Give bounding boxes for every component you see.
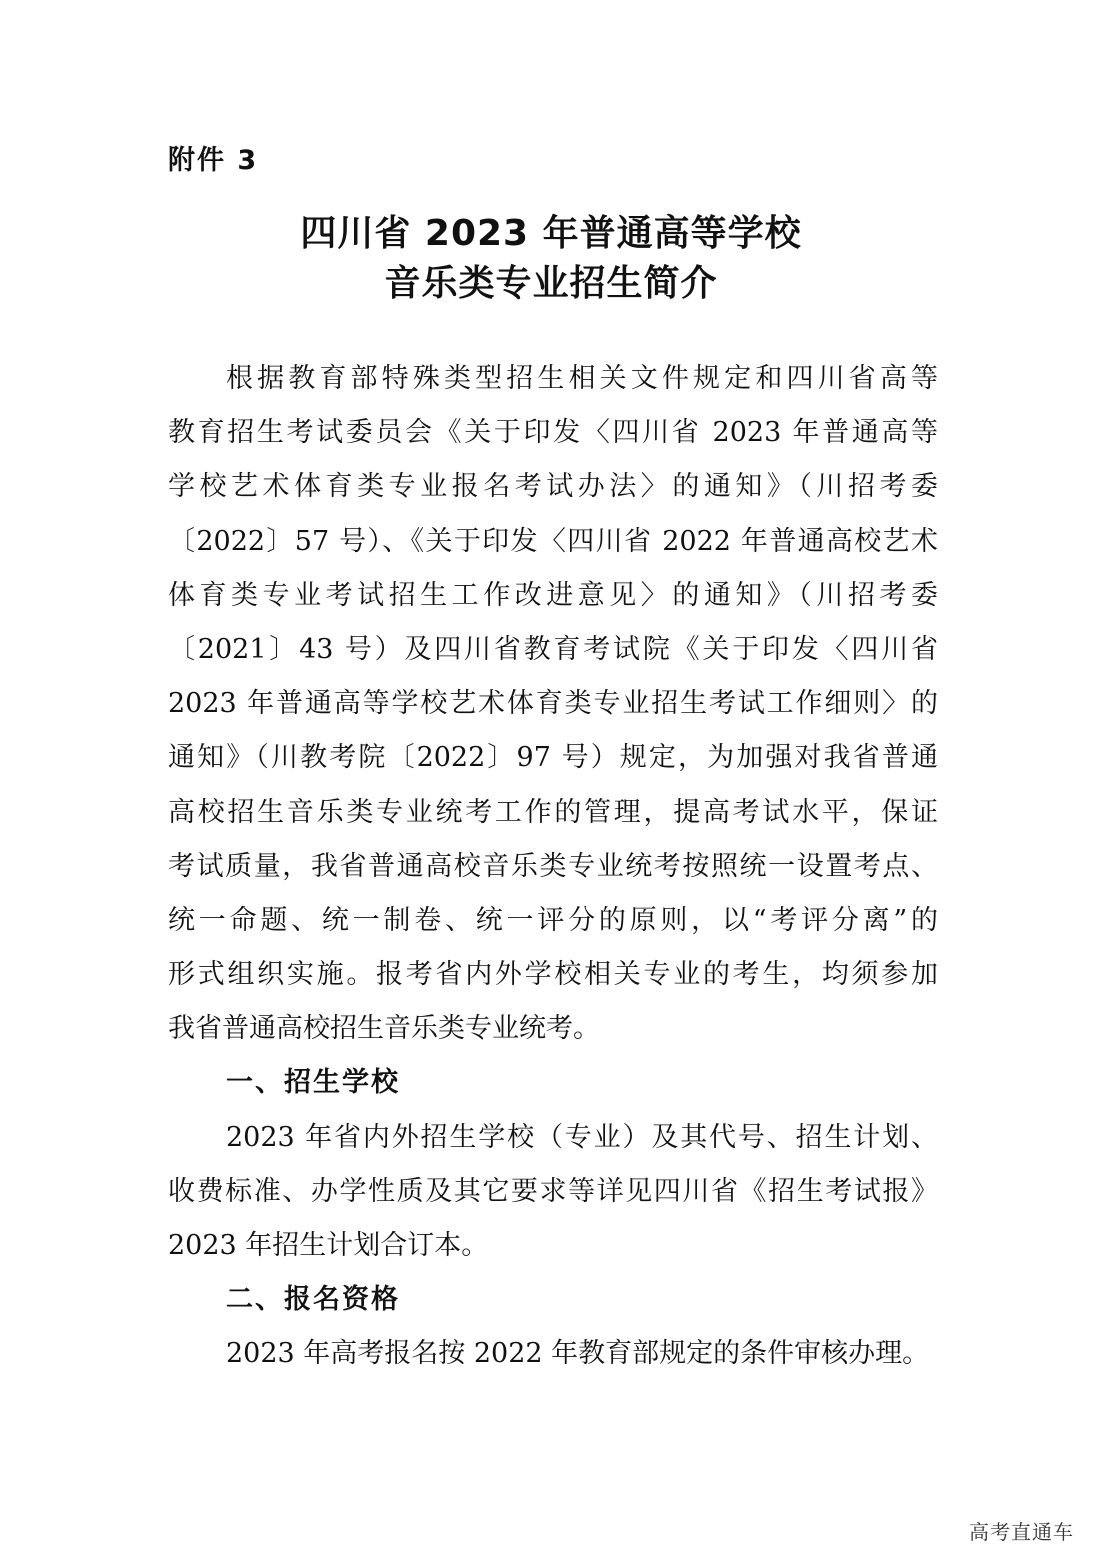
section-line: 2023 年招生计划合订本。 bbox=[168, 1230, 489, 1261]
paragraph-line: 通知》（川教考院〔2022〕97 号）规定，为加强对我省普通 bbox=[168, 742, 938, 774]
document-body bbox=[168, 352, 938, 1382]
section-line: 2023 年省内外招生学校（专业）及其代号、招生计划、 bbox=[226, 1121, 938, 1153]
paragraph-line: 体育类专业考试招生工作改进意见〉的通知》（川招考委 bbox=[168, 579, 938, 611]
paragraph-line: 学校艺术体育类专业报名考试办法〉的通知》（川招考委 bbox=[168, 471, 938, 503]
watermark: 高考直通车 bbox=[969, 1520, 1074, 1544]
paragraph-line: 我省普通高校招生音乐类专业统考。 bbox=[168, 1013, 600, 1045]
paragraph-line: 统一命题、统一制卷、统一评分的原则，以“考评分离”的 bbox=[168, 904, 938, 936]
paragraph-line: 高校招生音乐类专业统考工作的管理，提高考试水平，保证 bbox=[168, 796, 938, 828]
section-line: 2023 年高考报名按 2022 年教育部规定的条件审核办理。 bbox=[226, 1338, 930, 1370]
paragraph-line: 〔2021〕43 号）及四川省教育考试院《关于印发〈四川省 bbox=[168, 633, 938, 665]
section-heading-registration-eligibility: 二、报名资格 bbox=[226, 1284, 400, 1316]
paragraph-line: 2023 年普通高等学校艺术体育类专业招生考试工作细则〉的 bbox=[168, 688, 938, 720]
paragraph-line: 根据教育部特殊类型招生相关文件规定和四川省高等 bbox=[226, 363, 938, 394]
section-heading-recruiting-schools: 一、招生学校 bbox=[226, 1067, 400, 1099]
section-line: 收费标准、办学性质及其它要求等详见四川省《招生考试报》 bbox=[168, 1175, 938, 1207]
document-title-line-1: 四川省 2023 年普通高等学校 bbox=[300, 213, 802, 254]
paragraph-line: 教育招生考试委员会《关于印发〈四川省 2023 年普通高等 bbox=[168, 417, 938, 449]
attachment-label: 附件 3 bbox=[168, 145, 259, 176]
document-title-line-2: 音乐类专业招生简介 bbox=[384, 263, 718, 304]
paragraph-line: 形式组织实施。报考省内外学校相关专业的考生，均须参加 bbox=[168, 959, 938, 991]
paragraph-line: 〔2022〕57 号）、《关于印发〈四川省 2022 年普通高校艺术 bbox=[168, 525, 938, 557]
paragraph-line: 考试质量，我省普通高校音乐类专业统考按照统一设置考点、 bbox=[168, 850, 938, 882]
